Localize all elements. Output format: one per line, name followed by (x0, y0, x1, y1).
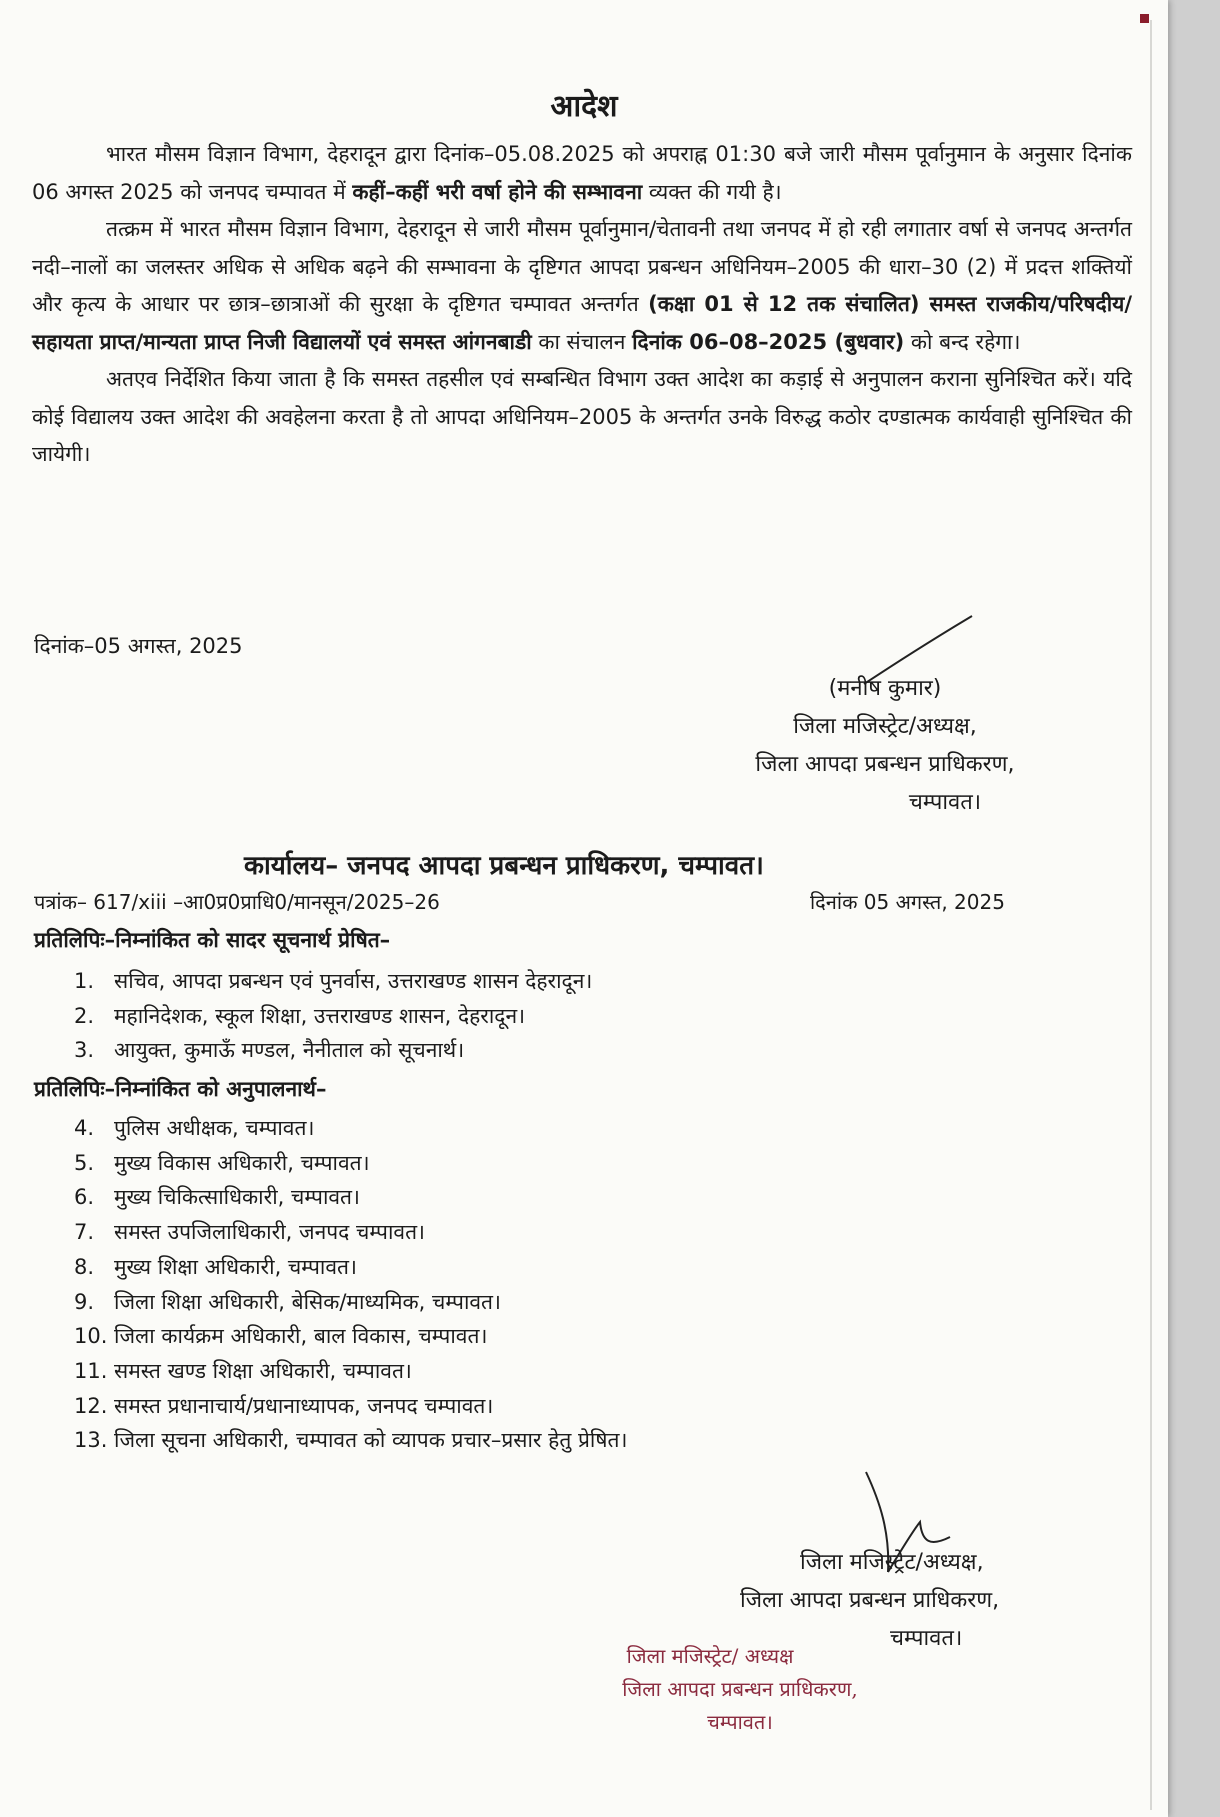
list-number: 5. (74, 1150, 95, 1175)
signatory-designation: जिला मजिस्ट्रेट/अध्यक्ष, (793, 714, 977, 739)
cc-information-heading: प्रतिलिपिः–निम्नांकित को सादर सूचनार्थ प्रेषित– (34, 928, 391, 952)
list-text: मुख्य चिकित्साधिकारी, चम्पावत। (114, 1185, 360, 1210)
list-number: 4. (74, 1116, 95, 1140)
list-item (74, 1319, 627, 1354)
list-item (74, 1146, 627, 1181)
edge-mark (1140, 14, 1149, 23)
list-item (74, 1033, 592, 1068)
list-number: 8. (74, 1254, 95, 1279)
list-text: जिला कार्यक्रम अधिकारी, बाल विकास, चम्पावत। (114, 1324, 488, 1349)
list-text: समस्त प्रधानाचार्य/प्रधानाध्यापक, जनपद चम्पावत। (114, 1393, 494, 1418)
paragraph-bold-text: दिनांक 06–08–2025 (बुधवार) (632, 329, 905, 354)
order-body (32, 136, 1132, 474)
signatory-name: (मनीष कुमार) (828, 676, 942, 701)
list-text: महानिदेशक, स्कूल शिक्षा, उत्तराखण्ड शासन, देहरादून। (114, 1003, 526, 1028)
list-text: जिला शिक्षा अधिकारी, बेसिक/माध्यमिक, चम्पावत। (114, 1289, 501, 1314)
list-number: 13. (74, 1428, 108, 1453)
paragraph-1 (32, 136, 1132, 211)
list-item (74, 1250, 627, 1285)
list-item (74, 1285, 627, 1320)
list-text: पुलिस अधीक्षक, चम्पावत। (114, 1116, 315, 1140)
list-item (74, 1423, 627, 1458)
paragraph-2 (32, 211, 1132, 361)
list-item (74, 999, 592, 1034)
list-item (74, 1111, 627, 1146)
cc-information-list (74, 964, 592, 1068)
list-text: सचिव, आपदा प्रबन्धन एवं पुनर्वास, उत्तराखण्ड शासन देहरादून। (114, 969, 593, 993)
list-item (74, 964, 592, 999)
reference-number: पत्रांक– 617/xiii –आ0प्र0प्राधि0/मानसून/2025–26 (34, 890, 440, 914)
order-date: दिनांक–05 अगस्त, 2025 (34, 634, 243, 658)
list-number: 9. (74, 1289, 95, 1314)
reference-date: दिनांक 05 अगस्त, 2025 (810, 890, 1005, 914)
list-text: मुख्य विकास अधिकारी, चम्पावत। (114, 1150, 370, 1175)
list-text: आयुक्त, कुमाऊँ मण्डल, नैनीताल को सूचनार्थ। (114, 1038, 465, 1063)
paragraph-text: का संचालन (531, 329, 633, 354)
paragraph-text: को बन्द रहेगा। (904, 329, 1021, 354)
paragraph-text: व्यक्त की गयी है। (642, 179, 782, 204)
list-number: 6. (74, 1185, 95, 1210)
list-number: 1. (74, 969, 95, 993)
official-stamp (560, 1640, 920, 1739)
stamp-line: चम्पावत। (707, 1710, 773, 1734)
paragraph-text: अतएव निर्देशित किया जाता है कि समस्त तहसील एवं सम्बन्धित विभाग उक्त आदेश का कड़ाई से अनुपालन कराना सुनिश्चित करें। यदि कोई विद्यालय उक्त आदेश की अवहेलना करता है तो आपदा अधिनियम–2005 के अन्तर्गत उनके विरुद्ध कठोर दण्डात्मक कार्यवाही सुनिश्चित की जायेगी। (32, 367, 1132, 466)
paragraph-3 (32, 361, 1132, 474)
stamp-line: जिला आपदा प्रबन्धन प्राधिकरण, (622, 1677, 858, 1701)
page-edge (1150, 20, 1152, 1810)
list-number: 12. (74, 1393, 108, 1418)
paragraph-bold-text: कहीं–कहीं भरी वर्षा होने की सम्भावना (352, 179, 643, 204)
signatory-authority: जिला आपदा प्रबन्धन प्राधिकरण, (755, 752, 1015, 777)
list-text: समस्त उपजिलाधिकारी, जनपद चम्पावत। (114, 1220, 425, 1245)
paragraph-text: तत्क्रम में भारत मौसम विज्ञान विभाग, देहरादून से जारी मौसम पूर्वानुमान/चेतावनी तथा जनपद में हो रही लगातार वर्षा से जनपद अन्तर्गत नदी–नालों का जलस्तर अधिक से अधिक बढ़ने की सम्भावना के दृष्टिगत आपदा प्रबन्धन अधिनियम–2005 की धारा–30 (2) में प्रदत्त शक्तियों और कृत्य के आधार पर छात्र–छात्राओं की सुरक्षा के दृष्टिगत चम्पावत अन्तर्गत (32, 217, 1132, 316)
cc-compliance-list (74, 1111, 627, 1458)
signatory-designation: जिला मजिस्ट्रेट/अध्यक्ष, (800, 1550, 984, 1575)
list-text: मुख्य शिक्षा अधिकारी, चम्पावत। (114, 1254, 357, 1279)
signatory-place: चम्पावत। (890, 1626, 963, 1651)
list-item (74, 1389, 627, 1424)
signatory-authority: जिला आपदा प्रबन्धन प्राधिकरण, (740, 1588, 1000, 1613)
list-number: 10. (74, 1324, 108, 1349)
signatory-block (640, 670, 1130, 822)
list-item (74, 1354, 627, 1389)
list-text: जिला सूचना अधिकारी, चम्पावत को व्यापक प्रचार–प्रसार हेतु प्रेषित। (114, 1428, 628, 1453)
list-number: 11. (74, 1358, 108, 1383)
paragraph-text: भारत मौसम विज्ञान विभाग, देहरादून द्वारा दिनांक–05.08.2025 को अपराह्न 01:30 बजे जारी मौसम पूर्वानुमान के अनुसार दिनांक 06 अगस्त 2025 को जनपद चम्पावत में (32, 142, 1132, 204)
office-heading: कार्यालय– जनपद आपदा प्रबन्धन प्राधिकरण, चम्पावत। (244, 851, 764, 881)
list-number: 3. (74, 1038, 95, 1063)
signatory-place: चम्पावत। (908, 790, 982, 815)
list-number: 7. (74, 1220, 95, 1245)
paragraph-bold-text: (कक्षा 01 से 12 तक संचालित) समस्त राजकीय/परिषदीय/सहायता प्राप्त/मान्यता प्राप्त निजी विद्यालयों एवं समस्त आंगनबाडी (32, 292, 1132, 354)
list-item (74, 1180, 627, 1215)
list-number: 2. (74, 1003, 95, 1028)
list-item (74, 1215, 627, 1250)
stamp-line: जिला मजिस्ट्रेट/ अध्यक्ष (626, 1644, 794, 1668)
order-title: आदेश (550, 89, 618, 124)
cc-compliance-heading: प्रतिलिपिः–निम्नांकित को अनुपालनार्थ– (34, 1077, 327, 1101)
list-text: समस्त खण्ड शिक्षा अधिकारी, चम्पावत। (114, 1358, 412, 1383)
